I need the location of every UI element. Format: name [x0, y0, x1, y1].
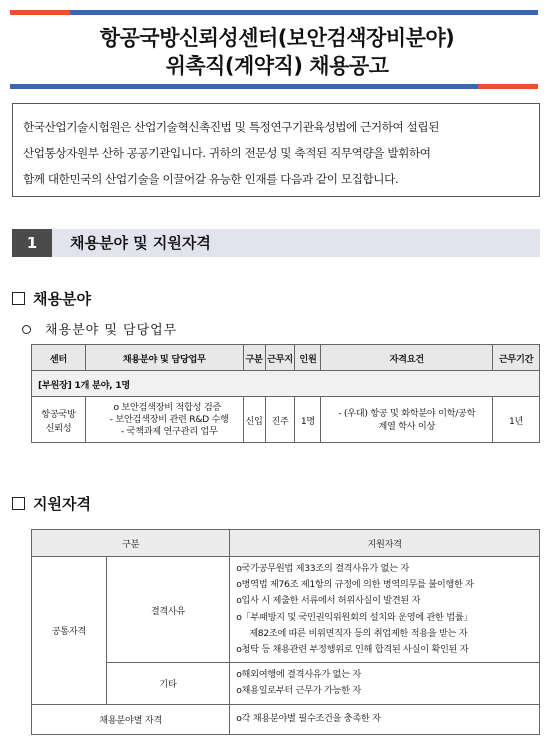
center-line: 신뢰성: [45, 422, 72, 434]
intro-line: 함께 대한민국의 산업기술을 이끌어갈 유능한 인재를 다음과 같이 모집합니다.: [23, 172, 399, 186]
list-item: 제82조에 따른 비위면직자 등의 취업제한 적용을 받는 자: [249, 627, 468, 639]
recruit-subheading: [22, 319, 177, 338]
table-row: [32, 704, 540, 734]
page-title-line2: 위촉직(계약직) 채용공고: [165, 54, 389, 78]
intro-box: [12, 103, 540, 197]
table-row: [32, 397, 540, 443]
square-bullet-icon: [12, 292, 25, 305]
list-item: o채용일로부터 근무가 가능한 자: [236, 685, 361, 697]
list-item: o각 채용분야별 필수조건을 충족한 자: [236, 713, 381, 725]
col-header-center: 센터: [32, 345, 86, 371]
location-cell: 진주: [265, 397, 295, 443]
list-item: o「부패방지 및 국민권익위원회의 설치와 운영에 관한 법률」: [236, 611, 473, 623]
section-number: 1: [12, 229, 52, 257]
intro-line: 한국산업기술시험원은 산업기술혁신촉진법 및 특정연구기관육성법에 근거하여 설립된: [23, 120, 440, 134]
square-bullet-icon: [12, 497, 25, 510]
recruit-subheading-text: 채용분야 및 담당업무: [45, 323, 178, 338]
other-label-cell: 기타: [106, 663, 230, 704]
field-list-cell: [230, 704, 540, 734]
duty-line: - 국책과제 연구관리 업무: [120, 425, 218, 437]
duty-cell: [85, 397, 243, 443]
circle-bullet-icon: [22, 325, 31, 334]
list-item: o청탁 등 채용관련 부정행위로 인해 합격된 사실이 확인된 자: [236, 644, 469, 656]
division-row: [32, 371, 540, 397]
list-item: o입사 시 제출한 서류에서 허위사실이 발견된 자: [236, 595, 421, 607]
field-label-cell: 채용분야별 자격: [32, 704, 230, 734]
top-red-bar: [10, 10, 70, 15]
col-header-category: 구분: [32, 530, 230, 557]
type-cell: 신입: [243, 397, 265, 443]
col-header-duty: 채용분야 및 담당업무: [85, 345, 243, 371]
page-title-line1: 항공국방신뢰성센터(보안검색장비분야): [99, 26, 455, 50]
duty-line: o 보안검색장비 적합성 검증: [113, 401, 221, 413]
col-header-qualification: 자격요건: [321, 345, 493, 371]
table-header-row: [32, 345, 540, 371]
table-row: [32, 663, 540, 704]
disq-label-cell: 결격사유: [106, 557, 230, 663]
section-header: [12, 229, 540, 257]
eligibility-table: [31, 529, 540, 735]
recruit-table: [31, 344, 540, 443]
recruit-heading: [12, 288, 91, 309]
list-item: o국가공무원법 제33조의 결격사유가 없는 자: [236, 563, 409, 574]
center-line: 항공국방: [41, 408, 76, 420]
col-header-type: 구분: [243, 345, 265, 371]
list-item: o해외여행에 결격사유가 없는 자: [236, 669, 361, 681]
eligibility-heading: [12, 493, 91, 514]
top-blue-bar: [70, 10, 538, 15]
other-list-cell: [230, 663, 540, 704]
col-header-period: 근무기간: [493, 345, 540, 371]
common-label-cell: 공통자격: [32, 557, 107, 705]
qualification-line: 계열 학사 이상: [378, 420, 436, 432]
center-cell: [32, 397, 86, 443]
duty-line: - 보안검색장비 관련 R&D 수행: [109, 413, 229, 425]
intro-line: 산업통상자원부 산하 공공기관입니다. 귀하의 전문성 및 축적된 직무역량을 발휘하여: [23, 146, 431, 160]
period-cell: 1년: [493, 397, 540, 443]
col-header-count: 인원: [295, 345, 321, 371]
recruit-heading-text: 채용분야: [33, 290, 91, 308]
bottom-red-bar: [478, 84, 538, 89]
table-row: [32, 557, 540, 663]
list-item: o병역법 제76조 제1항의 규정에 의한 병역의무를 불이행한 자: [236, 579, 474, 591]
col-header-location: 근무지: [265, 345, 295, 371]
qualification-cell: [321, 397, 493, 443]
col-header-eligibility: 지원자격: [230, 530, 540, 557]
bottom-blue-bar: [10, 84, 478, 89]
table-header-row: [32, 530, 540, 557]
eligibility-heading-text: 지원자격: [33, 495, 91, 513]
section-title: 채용분야 및 지원자격: [70, 234, 211, 252]
disq-list-cell: [230, 557, 540, 663]
count-cell: 1명: [295, 397, 321, 443]
qualification-line: - (우대) 항공 및 화학분야 이학/공학: [338, 407, 476, 419]
division-cell: [부원장] 1개 분야, 1명: [32, 371, 540, 397]
